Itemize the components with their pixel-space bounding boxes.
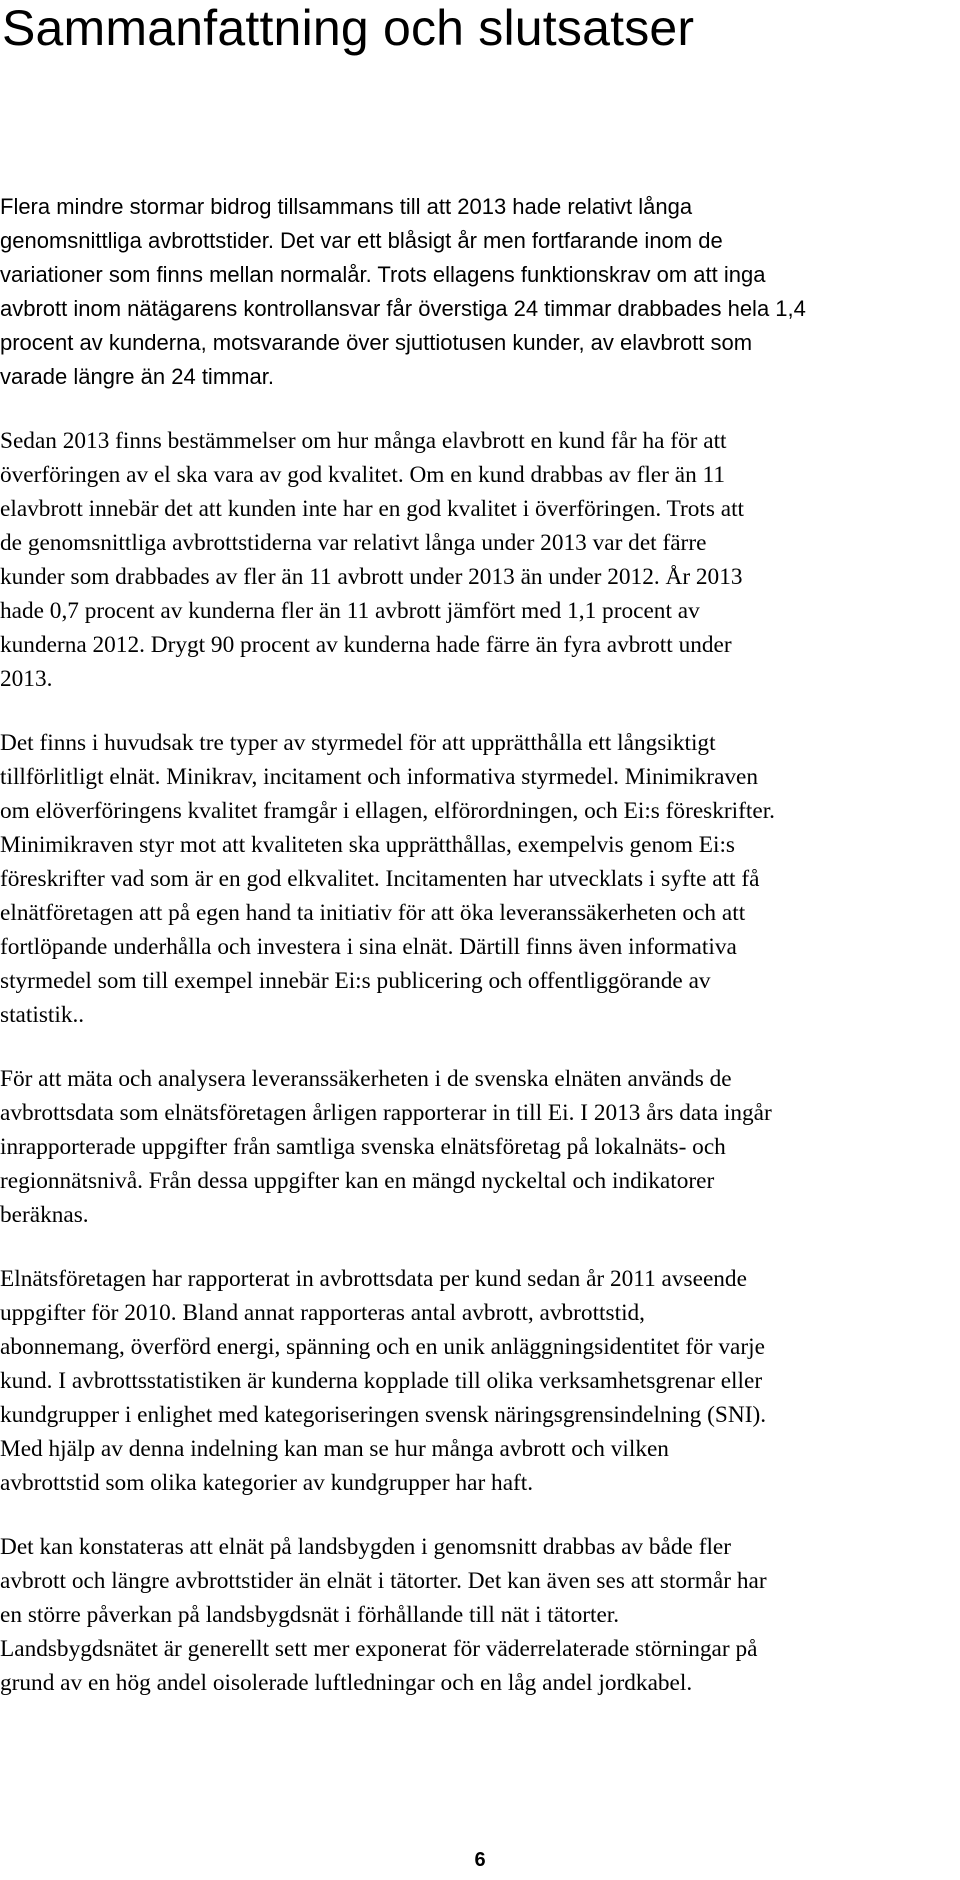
text-line: elnätföretagen att på egen hand ta initiativ för att öka leveranssäkerheten och att (0, 900, 746, 926)
text-line: avbrottstid som olika kategorier av kundgrupper har haft. (0, 1470, 534, 1496)
text-line: styrmedel som till exempel innebär Ei:s publicering och offentliggörande av (0, 968, 711, 994)
text-line: avbrottsdata som elnätsföretagen årligen rapporterar in till Ei. I 2013 års data ingår (0, 1100, 772, 1126)
text-line: tillförlitligt elnät. Minikrav, incitament och informativa styrmedel. Minimikraven (0, 764, 759, 790)
text-line: statistik.. (0, 1002, 85, 1028)
text-line: Det finns i huvudsak tre typer av styrmedel för att upprätthålla ett långsiktigt (0, 730, 716, 756)
text-line: abonnemang, överförd energi, spänning och en unik anläggningsidentitet för varje (0, 1334, 765, 1360)
text-line: en större påverkan på landsbygdsnät i förhållande till nät i tätorter. (0, 1602, 620, 1628)
text-line: Landsbygdsnätet är generellt sett mer exponerat för väderrelaterade störningar på (0, 1636, 758, 1662)
text-line: procent av kunderna, motsvarande över sjuttiotusen kunder, av elavbrott som (0, 330, 753, 355)
text-line: Sedan 2013 finns bestämmelser om hur många elavbrott en kund får ha för att (0, 428, 727, 454)
paragraph-6 (0, 1530, 950, 1700)
paragraph-5 (0, 1262, 950, 1500)
paragraph-1 (0, 190, 950, 394)
text-line: kunder som drabbades av fler än 11 avbrott under 2013 än under 2012. År 2013 (0, 564, 743, 590)
text-line: regionnätsnivå. Från dessa uppgifter kan en mängd nyckeltal och indikatorer (0, 1168, 715, 1194)
text-line: Med hjälp av denna indelning kan man se hur många avbrott och vilken (0, 1436, 669, 1462)
text-line: om elöverföringens kvalitet framgår i ellagen, elförordningen, och Ei:s föreskrifter. (0, 798, 775, 824)
paragraph-4 (0, 1062, 950, 1232)
text-line: beräknas. (0, 1202, 89, 1228)
text-line: Elnätsföretagen har rapporterat in avbrottsdata per kund sedan år 2011 avseende (0, 1266, 747, 1292)
text-line: För att mäta och analysera leveranssäkerheten i de svenska elnäten används de (0, 1066, 732, 1092)
paragraph-3 (0, 726, 950, 1032)
paragraph-2 (0, 424, 950, 696)
text-line: avbrott inom nätägarens kontrollansvar får överstiga 24 timmar drabbades hela 1,4 (0, 296, 806, 321)
text-line: elavbrott innebär det att kunden inte har en god kvalitet i överföringen. Trots att (0, 496, 745, 522)
text-line: varade längre än 24 timmar. (0, 364, 274, 389)
text-line: variationer som finns mellan normalår. Trots ellagens funktionskrav om att inga (0, 262, 766, 287)
text-line: 2013. (0, 666, 53, 692)
text-line: hade 0,7 procent av kunderna fler än 11 avbrott jämfört med 1,1 procent av (0, 598, 700, 624)
text-line: Flera mindre stormar bidrog tillsammans till att 2013 hade relativt långa (0, 194, 693, 219)
text-line: grund av en hög andel oisolerade luftledningar och en låg andel jordkabel. (0, 1670, 693, 1696)
text-line: Minimikraven styr mot att kvaliteten ska upprätthållas, exempelvis genom Ei:s (0, 832, 735, 858)
text-line: överföringen av el ska vara av god kvalitet. Om en kund drabbas av fler än 11 (0, 462, 725, 488)
body-text (0, 190, 950, 1730)
text-line: föreskrifter vad som är en god elkvalitet. Incitamenten har utvecklats i syfte att få (0, 866, 760, 892)
text-line: genomsnittliga avbrottstider. Det var ett blåsigt år men fortfarande inom de (0, 228, 723, 253)
text-line: kund. I avbrottsstatistiken är kunderna kopplade till olika verksamhetsgrenar eller (0, 1368, 763, 1394)
page-title: Sammanfattning och slutsatser (2, 0, 695, 56)
text-line: de genomsnittliga avbrottstiderna var relativt långa under 2013 var det färre (0, 530, 707, 556)
text-line: Det kan konstateras att elnät på landsbygden i genomsnitt drabbas av både fler (0, 1534, 732, 1560)
text-line: fortlöpande underhålla och investera i sina elnät. Därtill finns även informativa (0, 934, 737, 960)
text-line: kundgrupper i enlighet med kategoriseringen svensk näringsgrensindelning (SNI). (0, 1402, 767, 1428)
text-line: inrapporterade uppgifter från samtliga svenska elnätsföretag på lokalnäts- och (0, 1134, 726, 1160)
text-line: uppgifter för 2010. Bland annat rapporteras antal avbrott, avbrottstid, (0, 1300, 646, 1326)
text-line: avbrott och längre avbrottstider än elnät i tätorter. Det kan även ses att stormår har (0, 1568, 767, 1594)
text-line: kunderna 2012. Drygt 90 procent av kunderna hade färre än fyra avbrott under (0, 632, 732, 658)
page-number: 6 (474, 1849, 486, 1871)
